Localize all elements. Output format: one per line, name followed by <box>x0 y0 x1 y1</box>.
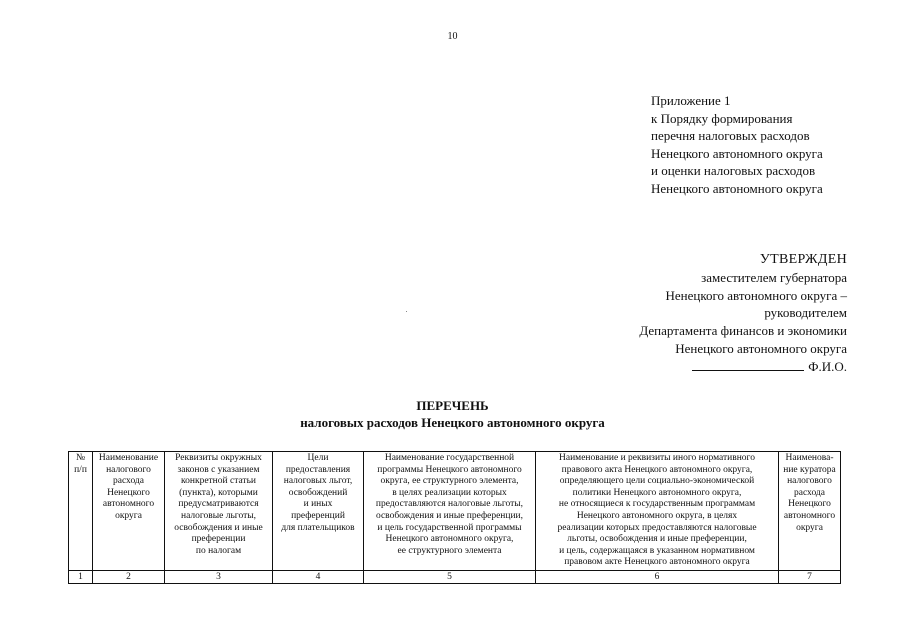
approval-line: Ненецкого автономного округа <box>675 340 847 356</box>
column-number-cell: 4 <box>273 570 364 583</box>
signature-row <box>639 358 847 376</box>
column-number-cell: 7 <box>779 570 841 583</box>
header-cell-goals: Цели предоставления налоговых льгот, освобождений и иных преференций для плательщиков <box>273 452 364 571</box>
column-number-cell: 5 <box>364 570 536 583</box>
appendix-line: перечня налоговых расходов <box>651 128 810 143</box>
appendix-line: и оценки налоговых расходов <box>651 163 816 178</box>
appendix-line: Приложение 1 <box>651 93 731 108</box>
header-cell-number: № п/п <box>69 452 93 571</box>
column-number-cell: 1 <box>69 570 93 583</box>
header-cell-other-act: Наименование и реквизиты иного нормативного правового акта Ненецкого автономного округа, определяющего цели социально-экономической политики Ненецкого автономного округа, не относящиеся к государственным программам Ненецкого автономного округа, в целях реализации которых предоставляются налоговые льготы, освобождения и иные преференции, и цель, содержащаяся в указанном нормативном правовом акте Ненецкого автономного округа <box>536 452 779 571</box>
scan-speck <box>406 311 407 312</box>
column-number-cell: 6 <box>536 570 779 583</box>
approval-heading: УТВЕРЖДЕН <box>759 252 847 267</box>
appendix-line: к Порядку формирования <box>651 110 793 126</box>
title-line-1: ПЕРЕЧЕНЬ <box>416 398 489 413</box>
column-number-row <box>69 570 841 583</box>
approval-line: заместителем губернатора <box>701 269 847 285</box>
column-number-cell: 2 <box>93 570 165 583</box>
table-header-row <box>69 452 841 571</box>
title-line-2: налоговых расходов Ненецкого автономного округа <box>300 415 605 430</box>
column-number-cell: 3 <box>165 570 273 583</box>
header-cell-curator: Наименова- ние куратора налогового расхода Ненецкого автономного округа <box>779 452 841 571</box>
header-cell-state-program: Наименование государственной программы Ненецкого автономного округа, ее структурного элемента, в целях реализации которых предоставляются налоговые льготы, освобождения и иные преференции, и цель государственной программы Ненецкого автономного округа, ее структурного элемента <box>364 452 536 571</box>
signature-name: Ф.И.О. <box>808 358 847 374</box>
appendix-line: Ненецкого автономного округа <box>651 180 823 196</box>
header-cell-name: Наименование налогового расхода Ненецкого автономного округа <box>93 452 165 571</box>
appendix-block <box>651 92 823 197</box>
signature-line <box>692 359 804 371</box>
approval-line: руководителем <box>764 305 847 321</box>
approval-line: Департамента финансов и экономики <box>639 323 847 339</box>
header-cell-law-details: Реквизиты окружных законов с указанием конкретной статьи (пункта), которыми предусматриваются налоговые льготы, освобождения и иные преференции по налогам <box>165 452 273 571</box>
page-number: 10 <box>447 31 458 42</box>
appendix-line: Ненецкого автономного округа <box>651 145 823 161</box>
tax-expenditure-table <box>68 451 841 584</box>
document-title <box>0 397 905 431</box>
approval-line: Ненецкого автономного округа – <box>665 287 847 303</box>
approval-block <box>639 251 847 376</box>
